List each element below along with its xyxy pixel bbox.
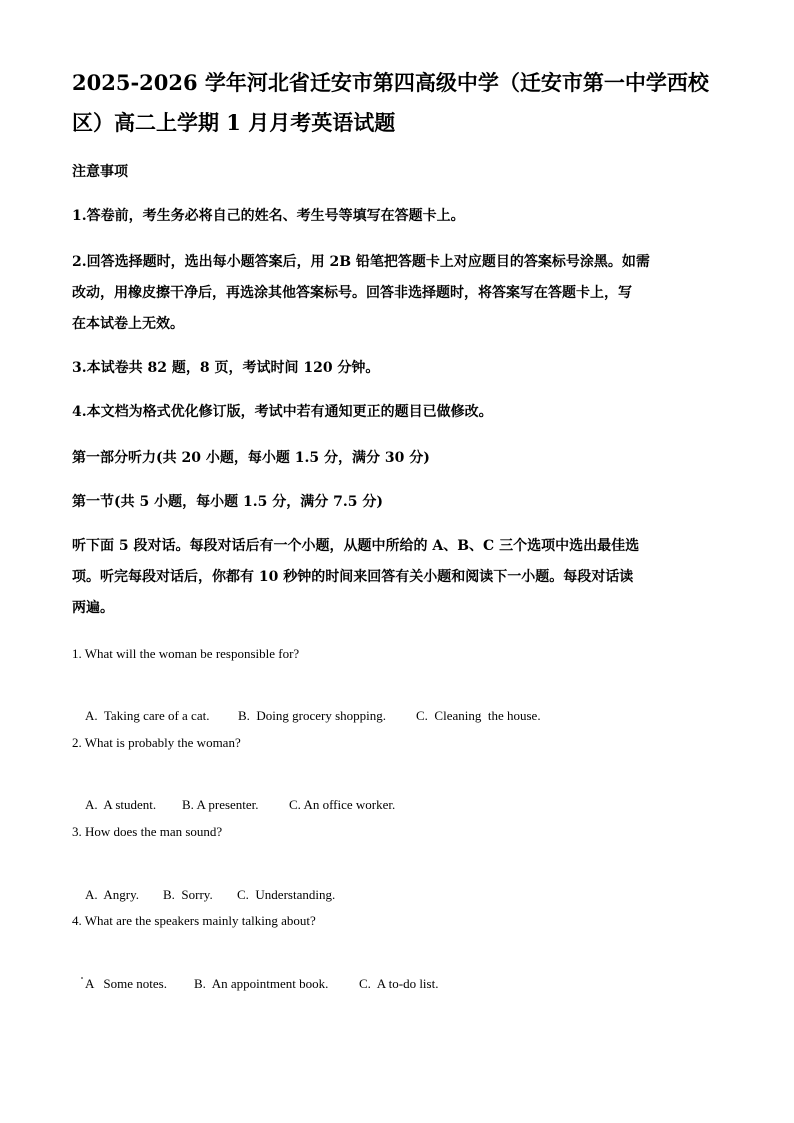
notice-item-4: 4.本文档为格式优化修订版，考试中若有通知更正的题目已做修改。 <box>72 404 493 420</box>
notice-item-2-line-2: 改动，用橡皮擦干净后，再选涂其他答案标号。回答非选择题时，将答案写在答题卡上，写 <box>72 285 632 301</box>
question-2-option-c: C. An office worker. <box>289 797 396 812</box>
question-2-option-b: B. A presenter. <box>182 797 259 812</box>
notice-item-1: 1.答卷前，考生务必将自己的姓名、考生号等填写在答题卡上。 <box>72 208 465 224</box>
instructions-line-2: 项。听完每段对话后，你都有 10 秒钟的时间来回答有关小题和阅读下一小题。每段对话读 <box>72 569 634 585</box>
question-2-option-a: A. A student. <box>85 797 157 812</box>
question-4-option-b: B. An appointment book. <box>194 976 329 991</box>
instructions-line-1: 听下面 5 段对话。每段对话后有一个小题，从题中所给的 A、B、C 三个选项中选出最佳选 <box>72 538 640 554</box>
notice-item-2-line-3: 在本试卷上无效。 <box>72 316 184 332</box>
exam-title-line-2: 区）高二上学期 1 月月考英语试题 <box>72 110 396 135</box>
question-3-stem: 3. How does the man sound? <box>72 824 223 839</box>
question-4-options <box>72 957 732 1011</box>
question-3-option-b: B. Sorry. <box>163 887 213 902</box>
question-1-option-c: C. Cleaning the house. <box>416 708 541 723</box>
instructions-line-3: 两遍。 <box>72 600 114 616</box>
notice-item-2-line-1: 2.回答选择题时，选出每小题答案后，用 2B 铅笔把答题卡上对应题目的答案标号涂黑。如需 <box>72 254 650 270</box>
notice-heading: 注意事项 <box>72 164 128 180</box>
question-4-stem: 4. What are the speakers mainly talking about? <box>72 913 316 928</box>
question-2-stem: 2. What is probably the woman? <box>72 735 241 750</box>
question-3-option-a: A. Angry. <box>85 887 140 902</box>
part-1-heading: 第一部分听力(共 20 小题，每小题 1.5 分，满分 30 分) <box>72 450 430 466</box>
question-4-option-a: A Some notes. <box>85 976 167 991</box>
notice-item-3: 3.本试卷共 82 题，8 页，考试时间 120 分钟。 <box>72 360 380 376</box>
question-3-option-c: C. Understanding. <box>237 887 336 902</box>
question-4-option-c: C. A to-do list. <box>359 976 439 991</box>
question-1-option-b: B. Doing grocery shopping. <box>238 708 387 723</box>
question-1-stem: 1. What will the woman be responsible for? <box>72 646 300 661</box>
section-1-heading: 第一节(共 5 小题，每小题 1.5 分，满分 7.5 分) <box>72 494 383 510</box>
exam-title-line-1: 2025-2026 学年河北省迁安市第四高级中学（迁安市第一中学西校 <box>72 70 709 95</box>
stray-mark <box>81 977 83 979</box>
question-1-option-a: A. Taking care of a cat. <box>85 708 210 723</box>
